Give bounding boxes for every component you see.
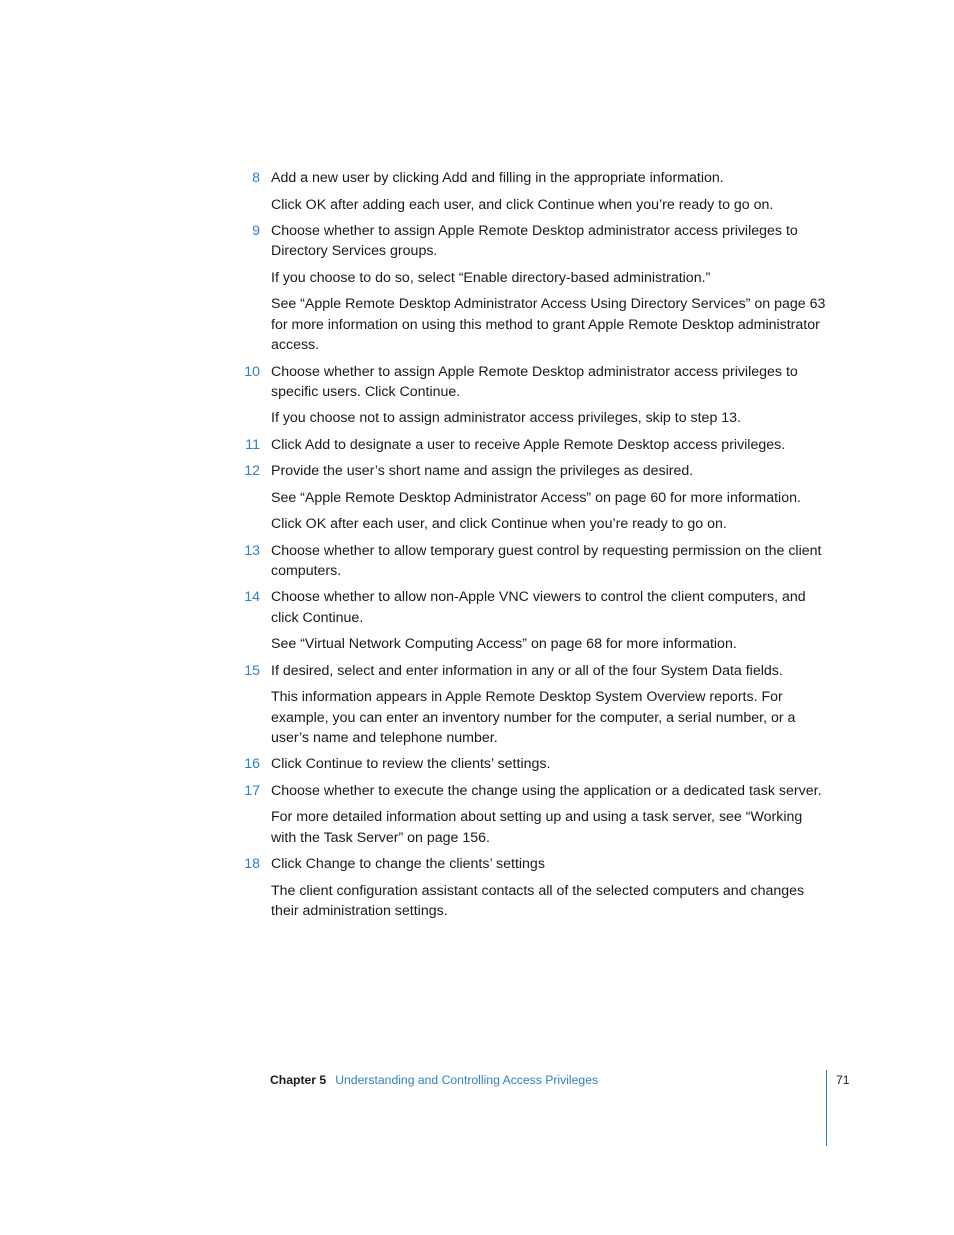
step-item	[244, 754, 831, 774]
step-item	[244, 461, 831, 481]
step-item	[244, 661, 831, 681]
step-note	[271, 294, 831, 355]
step-number: 15	[244, 662, 260, 679]
step-text: Add a new user by clicking Add and filling in the appropriate information.	[271, 170, 724, 187]
step-item	[244, 854, 831, 874]
step-text: Click Change to change the clients’ settings	[271, 856, 545, 873]
step-item	[244, 362, 831, 403]
note-text: This information appears in Apple Remote Desktop System Overview reports. For example, you can enter an inventory number for the computer, a serial number, or a user’s name and telephone number.	[271, 689, 796, 746]
step-number: 12	[244, 463, 260, 480]
note-text: For more detailed information about setting up and using a task server, see “Working with the Task Server” on page 156.	[271, 809, 803, 846]
step-number: 9	[252, 223, 260, 240]
step-note	[271, 268, 831, 288]
footer-divider	[826, 1070, 827, 1146]
step-text: Choose whether to allow temporary guest control by requesting permission on the client computers.	[271, 542, 822, 579]
chapter-title: Understanding and Controlling Access Privileges	[335, 1073, 599, 1087]
step-item	[244, 541, 831, 582]
step-text: Choose whether to execute the change using the application or a dedicated task server.	[271, 782, 822, 799]
step-note	[271, 488, 831, 508]
step-note	[271, 687, 831, 748]
step-text: Choose whether to assign Apple Remote Desktop administrator access privileges to specific users. Click Continue.	[271, 363, 798, 400]
note-text: Click OK after adding each user, and click Continue when you’re ready to go on.	[271, 196, 774, 213]
step-item	[245, 435, 831, 455]
step-number: 13	[244, 542, 260, 559]
step-text: Choose whether to assign Apple Remote Desktop administrator access privileges to Directory Services groups.	[271, 223, 798, 260]
step-number: 14	[244, 589, 260, 606]
note-text: The client configuration assistant contacts all of the selected computers and changes their administration settings.	[271, 882, 805, 919]
note-text: See “Apple Remote Desktop Administrator Access” on page 60 for more information.	[271, 489, 801, 506]
page-number: 71	[836, 1073, 850, 1087]
step-number: 8	[252, 170, 260, 187]
step-number: 18	[244, 856, 260, 873]
step-note	[271, 634, 831, 654]
step-number: 10	[244, 363, 260, 380]
page-footer	[270, 1071, 598, 1089]
step-note	[271, 408, 831, 428]
step-text: Choose whether to allow non-Apple VNC viewers to control the client computers, and click Continue.	[271, 589, 806, 626]
step-note	[271, 881, 831, 922]
step-item	[244, 781, 831, 801]
chapter-label: Chapter 5	[270, 1073, 327, 1087]
step-item	[252, 168, 831, 188]
step-item	[244, 587, 831, 628]
step-text: Provide the user’s short name and assign the privileges as desired.	[271, 463, 694, 480]
step-text: If desired, select and enter information in any or all of the four System Data fields.	[271, 662, 783, 679]
note-text: Click OK after each user, and click Continue when you’re ready to go on.	[271, 516, 727, 533]
step-note	[271, 514, 831, 534]
step-item	[252, 221, 831, 262]
note-text: See “Virtual Network Computing Access” on page 68 for more information.	[271, 636, 737, 653]
step-number: 16	[244, 756, 260, 773]
step-text: Click Continue to review the clients’ settings.	[271, 756, 551, 773]
note-text: If you choose to do so, select “Enable directory-based administration.”	[271, 269, 711, 286]
step-number: 11	[245, 436, 260, 453]
step-note	[271, 195, 831, 215]
note-text: See “Apple Remote Desktop Administrator Access Using Directory Services” on page 63 for more information on using this method to grant Apple Remote Desktop administrator access.	[271, 296, 826, 354]
step-list	[0, 162, 954, 921]
step-text: Click Add to designate a user to receive Apple Remote Desktop access privileges.	[271, 436, 786, 453]
step-number: 17	[244, 782, 260, 799]
step-note	[271, 807, 831, 848]
note-text: If you choose not to assign administrator access privileges, skip to step 13.	[271, 410, 742, 427]
